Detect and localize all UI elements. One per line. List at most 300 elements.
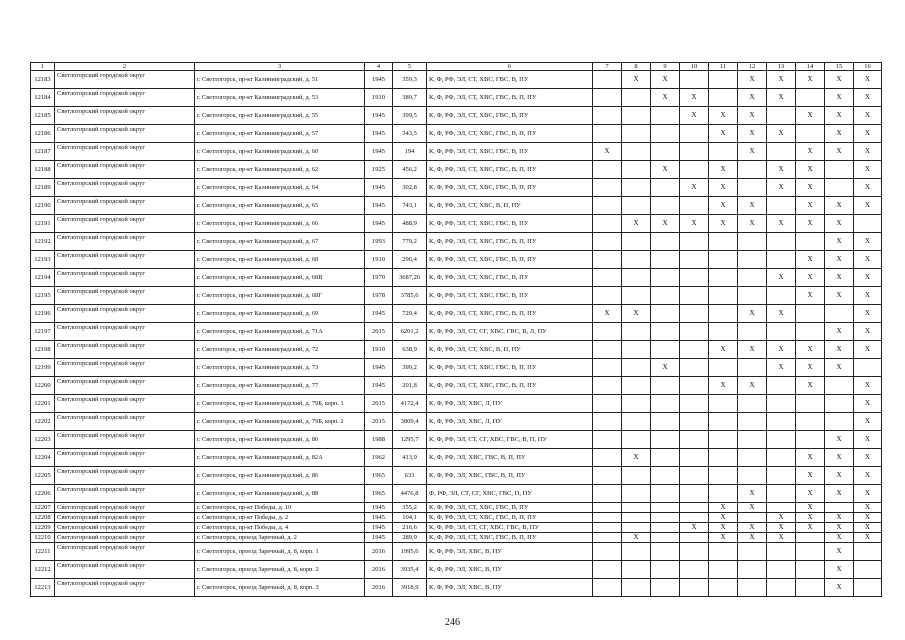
mark-cell: X	[854, 143, 882, 161]
mark-cell	[738, 467, 767, 485]
mark-cell	[593, 323, 622, 341]
mark-cell	[738, 579, 767, 597]
mark-cell	[709, 413, 738, 431]
mark-cell	[738, 513, 767, 523]
mark-cell	[622, 395, 651, 413]
address-cell: г. Светлогорск, пр-кт Калининградский, д. 53	[195, 89, 365, 107]
mark-cell: X	[796, 287, 825, 305]
municipality-cell: Светлогорский городской округ	[55, 107, 195, 125]
year-cell: 1945	[365, 107, 393, 125]
mark-cell: X	[709, 215, 738, 233]
mark-cell	[709, 543, 738, 561]
mark-cell	[651, 431, 680, 449]
mark-cell	[680, 269, 709, 287]
column-number: 16	[854, 63, 882, 71]
mark-cell: X	[709, 523, 738, 533]
mark-cell	[709, 359, 738, 377]
table-row	[31, 71, 882, 89]
row-number: 12205	[31, 467, 55, 485]
year-cell: 1945	[365, 215, 393, 233]
row-number: 12183	[31, 71, 55, 89]
mark-cell: X	[825, 269, 854, 287]
mark-cell	[680, 341, 709, 359]
address-cell: г. Светлогорск, проезд Заречный, д. 8, корп. 1	[195, 543, 365, 561]
year-cell: 1945	[365, 377, 393, 395]
mark-cell: X	[709, 503, 738, 513]
address-cell: г. Светлогорск, пр-кт Калининградский, д. 51	[195, 71, 365, 89]
area-cell: 743,1	[393, 197, 427, 215]
mark-cell	[622, 359, 651, 377]
mark-cell	[796, 125, 825, 143]
table-row	[31, 413, 882, 431]
address-cell: г. Светлогорск, пр-кт Калининградский, д. 71А	[195, 323, 365, 341]
table-row	[31, 543, 882, 561]
mark-cell	[593, 179, 622, 197]
mark-cell: X	[825, 107, 854, 125]
mark-cell: X	[854, 431, 882, 449]
mark-cell	[651, 323, 680, 341]
area-cell: 399,2	[393, 359, 427, 377]
area-cell: 289,9	[393, 533, 427, 543]
mark-cell	[651, 449, 680, 467]
municipality-cell: Светлогорский городской округ	[55, 161, 195, 179]
mark-cell	[854, 543, 882, 561]
mark-cell: X	[738, 485, 767, 503]
mark-cell	[767, 431, 796, 449]
row-number: 12184	[31, 89, 55, 107]
mark-cell	[680, 287, 709, 305]
row-number: 12199	[31, 359, 55, 377]
address-cell: г. Светлогорск, пр-кт Калининградский, д. 65	[195, 197, 365, 215]
mark-cell	[709, 431, 738, 449]
mark-cell	[651, 287, 680, 305]
table-row	[31, 431, 882, 449]
systems-cell: К, Ф, РФ, ЭЛ, СТ, ХВС, ГВС, В, П, ПУ	[427, 125, 593, 143]
address-cell: г. Светлогорск, пр-кт Калининградский, д. 62	[195, 161, 365, 179]
mark-cell	[680, 431, 709, 449]
row-number: 12210	[31, 533, 55, 543]
area-cell: 729,4	[393, 305, 427, 323]
table-row	[31, 561, 882, 579]
mark-cell	[854, 215, 882, 233]
mark-cell	[680, 377, 709, 395]
municipality-cell: Светлогорский городской округ	[55, 579, 195, 597]
mark-cell: X	[825, 561, 854, 579]
mark-cell: X	[680, 215, 709, 233]
year-cell: 2016	[365, 579, 393, 597]
mark-cell: X	[738, 377, 767, 395]
mark-cell	[680, 503, 709, 513]
mark-cell	[651, 395, 680, 413]
mark-cell: X	[767, 269, 796, 287]
mark-cell	[767, 485, 796, 503]
mark-cell: X	[622, 449, 651, 467]
mark-cell: X	[796, 143, 825, 161]
year-cell: 1965	[365, 485, 393, 503]
table-row	[31, 449, 882, 467]
registry-table	[30, 62, 882, 597]
municipality-cell: Светлогорский городской округ	[55, 197, 195, 215]
column-number: 14	[796, 63, 825, 71]
address-cell: г. Светлогорск, пр-кт Калининградский, д. 67	[195, 233, 365, 251]
mark-cell	[593, 71, 622, 89]
mark-cell	[622, 107, 651, 125]
mark-cell	[593, 579, 622, 597]
mark-cell	[622, 179, 651, 197]
area-cell: 399,5	[393, 107, 427, 125]
address-cell: г. Светлогорск, пр-кт Калининградский, д. 55	[195, 107, 365, 125]
address-cell: г. Светлогорск, пр-кт Калининградский, д. 86	[195, 467, 365, 485]
mark-cell: X	[854, 287, 882, 305]
table-row	[31, 513, 882, 523]
mark-cell	[709, 467, 738, 485]
mark-cell: X	[738, 89, 767, 107]
area-cell: 488,9	[393, 215, 427, 233]
mark-cell	[622, 377, 651, 395]
mark-cell: X	[709, 377, 738, 395]
mark-cell	[622, 341, 651, 359]
column-number: 5	[393, 63, 427, 71]
mark-cell: X	[825, 197, 854, 215]
mark-cell: X	[854, 161, 882, 179]
row-number: 12207	[31, 503, 55, 513]
area-cell: 3918,9	[393, 579, 427, 597]
mark-cell: X	[709, 533, 738, 543]
row-number: 12198	[31, 341, 55, 359]
year-cell: 1965	[365, 467, 393, 485]
mark-cell	[593, 561, 622, 579]
mark-cell	[651, 533, 680, 543]
systems-cell: К, Ф, РФ, ЭЛ, ХВС, В, ПУ	[427, 579, 593, 597]
systems-cell: К, Ф, РФ, ЭЛ, СТ, ХВС, ГВС, В, П, ПУ	[427, 305, 593, 323]
mark-cell: X	[651, 359, 680, 377]
systems-cell: К, Ф, РФ, ЭЛ, СТ, ХВС, ГВС, В, ПУ	[427, 107, 593, 125]
systems-cell: К, Ф, РФ, ЭЛ, ХВС, ГВС, В, П, ПУ	[427, 467, 593, 485]
address-cell: г. Светлогорск, пр-кт Калининградский, д. 80	[195, 431, 365, 449]
mark-cell	[709, 251, 738, 269]
address-cell: г. Светлогорск, пр-кт Калининградский, д. 57	[195, 125, 365, 143]
row-number: 12195	[31, 287, 55, 305]
mark-cell	[593, 359, 622, 377]
mark-cell: X	[825, 431, 854, 449]
address-cell: г. Светлогорск, пр-кт Калининградский, д. 79Б, корп. 2	[195, 413, 365, 431]
mark-cell: X	[738, 523, 767, 533]
row-number: 12186	[31, 125, 55, 143]
mark-cell	[767, 413, 796, 431]
municipality-cell: Светлогорский городской округ	[55, 377, 195, 395]
mark-cell: X	[854, 305, 882, 323]
mark-cell	[651, 503, 680, 513]
mark-cell	[680, 543, 709, 561]
table-row	[31, 215, 882, 233]
row-number: 12189	[31, 179, 55, 197]
mark-cell: X	[825, 287, 854, 305]
systems-cell: К, Ф, РФ, ЭЛ, СТ, СГ, ХВС, ГВС, В, ПУ	[427, 523, 593, 533]
row-number: 12193	[31, 251, 55, 269]
area-cell: 4476,8	[393, 485, 427, 503]
municipality-cell: Светлогорский городской округ	[55, 341, 195, 359]
mark-cell	[680, 323, 709, 341]
systems-cell: К, Ф, РФ, ЭЛ, СТ, ХВС, В, П, ПУ	[427, 197, 593, 215]
mark-cell	[680, 413, 709, 431]
systems-cell: К, Ф, РФ, ЭЛ, СТ, ХВС, ГВС, В, П, ПУ	[427, 233, 593, 251]
mark-cell: X	[825, 215, 854, 233]
table-row	[31, 287, 882, 305]
mark-cell	[593, 233, 622, 251]
mark-cell	[593, 395, 622, 413]
mark-cell: X	[622, 215, 651, 233]
mark-cell	[767, 543, 796, 561]
mark-cell	[622, 523, 651, 533]
address-cell: г. Светлогорск, пр-кт Калининградский, д. 72	[195, 341, 365, 359]
year-cell: 1970	[365, 269, 393, 287]
mark-cell	[738, 561, 767, 579]
mark-cell: X	[854, 485, 882, 503]
mark-cell	[709, 579, 738, 597]
table-row	[31, 467, 882, 485]
year-cell: 2015	[365, 323, 393, 341]
municipality-cell: Светлогорский городской округ	[55, 533, 195, 543]
mark-cell	[796, 395, 825, 413]
mark-cell	[622, 89, 651, 107]
mark-cell: X	[738, 125, 767, 143]
mark-cell	[651, 269, 680, 287]
mark-cell	[651, 467, 680, 485]
mark-cell	[825, 377, 854, 395]
mark-cell: X	[825, 125, 854, 143]
mark-cell	[593, 377, 622, 395]
row-number: 12185	[31, 107, 55, 125]
mark-cell	[651, 485, 680, 503]
mark-cell	[593, 107, 622, 125]
mark-cell	[593, 215, 622, 233]
mark-cell	[651, 179, 680, 197]
mark-cell: X	[825, 513, 854, 523]
mark-cell	[767, 449, 796, 467]
table-row	[31, 143, 882, 161]
mark-cell: X	[825, 341, 854, 359]
address-cell: г. Светлогорск, пр-кт Калининградский, д. 69	[195, 305, 365, 323]
column-number: 1	[31, 63, 55, 71]
mark-cell	[622, 269, 651, 287]
mark-cell: X	[796, 197, 825, 215]
mark-cell	[796, 233, 825, 251]
table-row	[31, 523, 882, 533]
systems-cell: К, Ф, РФ, ЭЛ, СТ, ХВС, ГВС, В, П, ПУ	[427, 377, 593, 395]
mark-cell: X	[796, 503, 825, 513]
mark-cell	[796, 543, 825, 561]
mark-cell	[796, 431, 825, 449]
mark-cell	[709, 269, 738, 287]
mark-cell	[680, 71, 709, 89]
mark-cell	[767, 395, 796, 413]
municipality-cell: Светлогорский городской округ	[55, 395, 195, 413]
mark-cell	[854, 579, 882, 597]
mark-cell: X	[709, 107, 738, 125]
table-row	[31, 395, 882, 413]
mark-cell: X	[854, 413, 882, 431]
area-cell: 201,8	[393, 377, 427, 395]
mark-cell	[738, 323, 767, 341]
mark-cell	[593, 503, 622, 513]
mark-cell: X	[796, 215, 825, 233]
column-number: 8	[622, 63, 651, 71]
mark-cell	[738, 251, 767, 269]
mark-cell: X	[825, 449, 854, 467]
mark-cell: X	[593, 143, 622, 161]
systems-cell: К, Ф, РФ, ЭЛ, СТ, ХВС, ГВС, В, П, ПУ	[427, 359, 593, 377]
table-row	[31, 179, 882, 197]
row-number: 12203	[31, 431, 55, 449]
mark-cell	[651, 251, 680, 269]
systems-cell: К, Ф, РФ, ЭЛ, СТ, ХВС, ГВС, В, ПУ	[427, 143, 593, 161]
row-number: 12213	[31, 579, 55, 597]
address-cell: г. Светлогорск, пр-кт Калининградский, д. 68	[195, 251, 365, 269]
mark-cell: X	[854, 197, 882, 215]
mark-cell: X	[854, 233, 882, 251]
row-number: 12212	[31, 561, 55, 579]
mark-cell	[680, 561, 709, 579]
address-cell: г. Светлогорск, пр-кт Калининградский, д. 66	[195, 215, 365, 233]
mark-cell	[767, 377, 796, 395]
municipality-cell: Светлогорский городской округ	[55, 287, 195, 305]
year-cell: 1945	[365, 533, 393, 543]
mark-cell: X	[854, 341, 882, 359]
municipality-cell: Светлогорский городской округ	[55, 449, 195, 467]
area-cell: 194	[393, 143, 427, 161]
mark-cell	[738, 359, 767, 377]
mark-cell: X	[825, 533, 854, 543]
row-number: 12196	[31, 305, 55, 323]
year-cell: 1945	[365, 143, 393, 161]
mark-cell	[651, 197, 680, 215]
mark-cell	[680, 533, 709, 543]
year-cell: 1945	[365, 305, 393, 323]
mark-cell: X	[622, 305, 651, 323]
table-row	[31, 377, 882, 395]
year-cell: 1945	[365, 503, 393, 513]
systems-cell: К, Ф, РФ, ЭЛ, СТ, СГ, ХВС, ГВС, В, Л, ПУ	[427, 323, 593, 341]
mark-cell: X	[854, 523, 882, 533]
systems-cell: К, Ф, РФ, ЭЛ, ХВС, В, ПУ	[427, 543, 593, 561]
mark-cell	[680, 449, 709, 467]
mark-cell	[796, 533, 825, 543]
mark-cell	[709, 485, 738, 503]
mark-cell	[622, 503, 651, 513]
year-cell: 1988	[365, 431, 393, 449]
systems-cell: К, Ф, РФ, ЭЛ, СТ, СГ, ХВС, ГВС, В, П, ПУ	[427, 431, 593, 449]
mark-cell	[593, 523, 622, 533]
mark-cell	[622, 431, 651, 449]
mark-cell: X	[680, 107, 709, 125]
mark-cell	[593, 197, 622, 215]
mark-cell	[767, 323, 796, 341]
mark-cell	[796, 413, 825, 431]
mark-cell: X	[825, 467, 854, 485]
mark-cell: X	[796, 269, 825, 287]
systems-cell: К, Ф, РФ, ЭЛ, СТ, ХВС, ГВС, В, П, ПУ	[427, 251, 593, 269]
year-cell: 1945	[365, 523, 393, 533]
table-row	[31, 161, 882, 179]
mark-cell	[651, 107, 680, 125]
mark-cell: X	[767, 341, 796, 359]
systems-cell: К, Ф, РФ, ЭЛ, ХВС, Л, ПУ	[427, 395, 593, 413]
systems-cell: К, Ф, РФ, ЭЛ, СТ, ХВС, ГВС, В, П, ПУ	[427, 89, 593, 107]
address-cell: г. Светлогорск, проезд Заречный, д. 8, корп. 3	[195, 579, 365, 597]
year-cell: 1945	[365, 125, 393, 143]
area-cell: 633	[393, 467, 427, 485]
mark-cell	[651, 513, 680, 523]
municipality-cell: Светлогорский городской округ	[55, 179, 195, 197]
area-cell: 104,1	[393, 513, 427, 523]
mark-cell: X	[738, 533, 767, 543]
mark-cell: X	[854, 179, 882, 197]
mark-cell	[767, 503, 796, 513]
area-cell: 296,4	[393, 251, 427, 269]
mark-cell: X	[738, 305, 767, 323]
row-number: 12202	[31, 413, 55, 431]
mark-cell: X	[796, 523, 825, 533]
table-body	[31, 63, 882, 597]
systems-cell: К, Ф, РФ, ЭЛ, СТ, ХВС, ГВС, В, П, ПУ	[427, 533, 593, 543]
municipality-cell: Светлогорский городской округ	[55, 323, 195, 341]
systems-cell: К, Ф, РФ, ЭЛ, СТ, ХВС, В, П, ПУ	[427, 341, 593, 359]
mark-cell	[651, 125, 680, 143]
mark-cell	[593, 533, 622, 543]
systems-cell: К, Ф, РФ, ЭЛ, СТ, ХВС, ГВС, В, П, ПУ	[427, 179, 593, 197]
mark-cell	[854, 561, 882, 579]
mark-cell	[622, 251, 651, 269]
mark-cell	[622, 513, 651, 523]
mark-cell	[593, 413, 622, 431]
systems-cell: К, Ф, РФ, ЭЛ, СТ, ХВС, ГВС, В, П, ПУ	[427, 161, 593, 179]
mark-cell: X	[796, 251, 825, 269]
mark-cell	[593, 341, 622, 359]
mark-cell: X	[825, 323, 854, 341]
systems-cell: К, Ф, РФ, ЭЛ, ХВС, В, ПУ	[427, 561, 593, 579]
mark-cell	[796, 305, 825, 323]
mark-cell: X	[825, 143, 854, 161]
page-number: 246	[445, 617, 460, 628]
address-cell: г. Светлогорск, пр-кт Победы, д. 10	[195, 503, 365, 513]
mark-cell	[738, 413, 767, 431]
mark-cell: X	[796, 71, 825, 89]
mark-cell	[622, 323, 651, 341]
mark-cell	[767, 561, 796, 579]
mark-cell: X	[767, 125, 796, 143]
mark-cell	[680, 485, 709, 503]
column-number: 3	[195, 63, 365, 71]
mark-cell: X	[680, 179, 709, 197]
mark-cell: X	[767, 523, 796, 533]
municipality-cell: Светлогорский городской округ	[55, 269, 195, 287]
mark-cell	[593, 485, 622, 503]
table-row	[31, 579, 882, 597]
mark-cell	[738, 269, 767, 287]
table-row	[31, 359, 882, 377]
year-cell: 1945	[365, 197, 393, 215]
systems-cell: К, Ф, РФ, ЭЛ, СТ, ХВС, ГВС, В, ПУ	[427, 71, 593, 89]
mark-cell	[680, 161, 709, 179]
year-cell: 1945	[365, 359, 393, 377]
row-number: 12197	[31, 323, 55, 341]
mark-cell: X	[709, 341, 738, 359]
mark-cell	[593, 543, 622, 561]
mark-cell	[767, 467, 796, 485]
mark-cell	[680, 143, 709, 161]
area-cell: 779,2	[393, 233, 427, 251]
table-row	[31, 485, 882, 503]
